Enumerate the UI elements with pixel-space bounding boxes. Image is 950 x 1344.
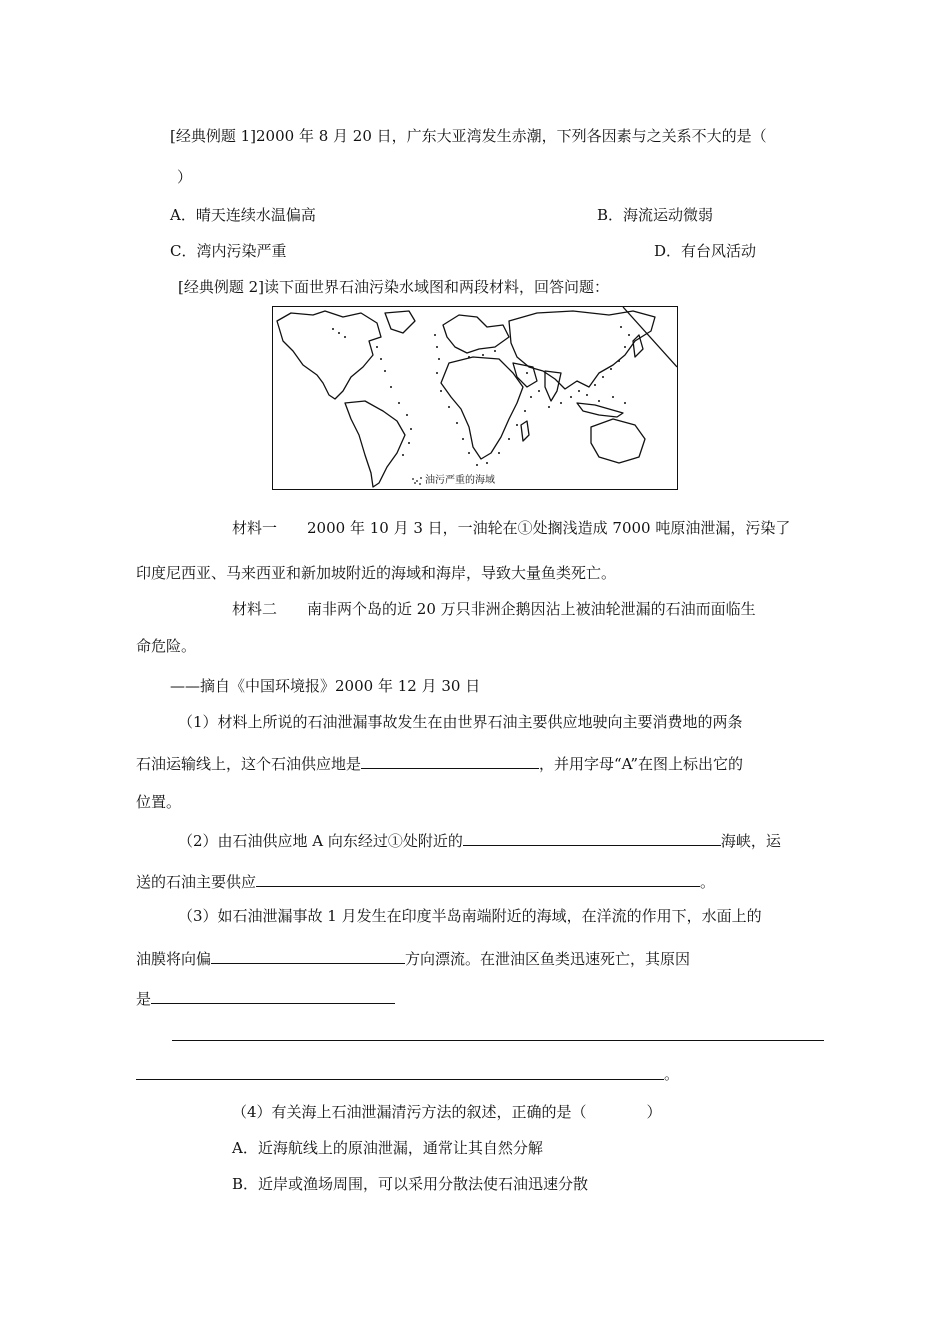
example1-question-end: ） xyxy=(177,168,193,186)
q3-line2-suffix: 方向漂流。在泄油区鱼类迅速死亡，其原因 xyxy=(405,950,691,968)
q3-line3 xyxy=(136,987,395,1009)
europe-outline xyxy=(443,315,509,353)
map-caption: 油污严重的海域 xyxy=(425,475,495,486)
australia-outline xyxy=(591,419,645,463)
q2-line1-suffix: 海峡，运 xyxy=(720,832,781,850)
material2-line2: 命危险。 xyxy=(136,637,197,655)
material1-line1: 材料一 2000 年 10 月 3 日，一油轮在①处搁浅造成 7000 吨原油泄漏，污染了 xyxy=(232,519,791,537)
example1-option-a: A．晴天连续水温偏高 xyxy=(170,206,316,224)
q3-line2-prefix: 油膜将向偏 xyxy=(136,950,212,968)
north-america-outline xyxy=(277,311,381,399)
q2-line2-suffix: 。 xyxy=(700,873,716,891)
q4-option-b: B．近岸或渔场周围，可以采用分散法使石油迅速分散 xyxy=(232,1175,589,1193)
q2-line2-prefix: 送的石油主要供应 xyxy=(136,873,257,891)
material1-line2: 印度尼西亚、马来西亚和新加坡附近的海域和海岸，导致大量鱼类死亡。 xyxy=(136,564,617,582)
madagascar-outline xyxy=(521,421,529,441)
q3-direction-blank[interactable] xyxy=(211,947,405,964)
q2-strait-blank[interactable] xyxy=(463,829,721,846)
world-oil-pollution-map xyxy=(272,306,678,490)
q3-line2 xyxy=(136,947,690,969)
q1-line1: （1）材料上所说的石油泄漏事故发生在由世界石油主要供应地驶向主要消费地的两条 xyxy=(178,713,743,731)
q4-option-a: A．近海航线上的原油泄漏，通常让其自然分解 xyxy=(232,1139,543,1157)
south-america-outline xyxy=(345,401,405,487)
oil-pollution-dots xyxy=(332,326,630,466)
q3-line3-prefix: 是 xyxy=(136,990,152,1008)
q3-line1: （3）如石油泄漏事故 1 月发生在印度半岛南端附近的海域，在洋流的作用下，水面上的 xyxy=(178,907,762,925)
q1-answer-blank[interactable] xyxy=(361,752,539,769)
india-outline xyxy=(545,371,561,401)
q3-end-mark: 。 xyxy=(664,1065,680,1083)
greenland-outline xyxy=(385,311,415,333)
example2-intro: [经典例题 2]读下面世界石油污染水域图和两段材料，回答问题： xyxy=(178,278,610,296)
material2-line1: 材料二 南非两个岛的近 20 万只非洲企鹅因沾上被油轮泄漏的石油而面临生 xyxy=(232,600,756,618)
q2-supply-blank[interactable] xyxy=(256,870,700,887)
indonesia-outline xyxy=(577,403,623,417)
asia-outline xyxy=(509,311,655,389)
q1-line2-prefix: 石油运输线上，这个石油供应地是 xyxy=(136,755,362,773)
arabia-outline xyxy=(513,363,537,387)
q2-line1 xyxy=(178,829,781,851)
example1-option-b: B．海流运动微弱 xyxy=(597,206,714,224)
japan-outline xyxy=(633,335,643,357)
africa-outline xyxy=(441,357,523,459)
q3-reason-line-3[interactable] xyxy=(136,1079,664,1080)
q2-line2 xyxy=(136,870,715,892)
q1-line2 xyxy=(136,752,743,774)
q3-reason-line-2[interactable] xyxy=(172,1040,824,1041)
world-map-drawing xyxy=(273,307,677,489)
example1-option-d: D．有台风活动 xyxy=(654,242,757,260)
example1-option-c: C．湾内污染严重 xyxy=(170,242,287,260)
q2-line1-prefix: （2）由石油供应地 A 向东经过①处附近的 xyxy=(178,832,463,850)
example1-question: [经典例题 1]2000 年 8 月 20 日，广东大亚湾发生赤潮，下列各因素与之关系不大的是（ xyxy=(170,127,767,145)
q1-line3: 位置。 xyxy=(136,793,182,811)
q4-question: （4）有关海上石油泄漏清污方法的叙述，正确的是（ ） xyxy=(232,1103,662,1121)
q3-reason-blank[interactable] xyxy=(151,987,395,1004)
q1-line2-suffix: ，并用字母“A”在图上标出它的 xyxy=(539,755,743,773)
legend-dots-icon xyxy=(412,477,422,485)
source-citation: ——摘自《中国环境报》2000 年 12 月 30 日 xyxy=(170,677,481,695)
